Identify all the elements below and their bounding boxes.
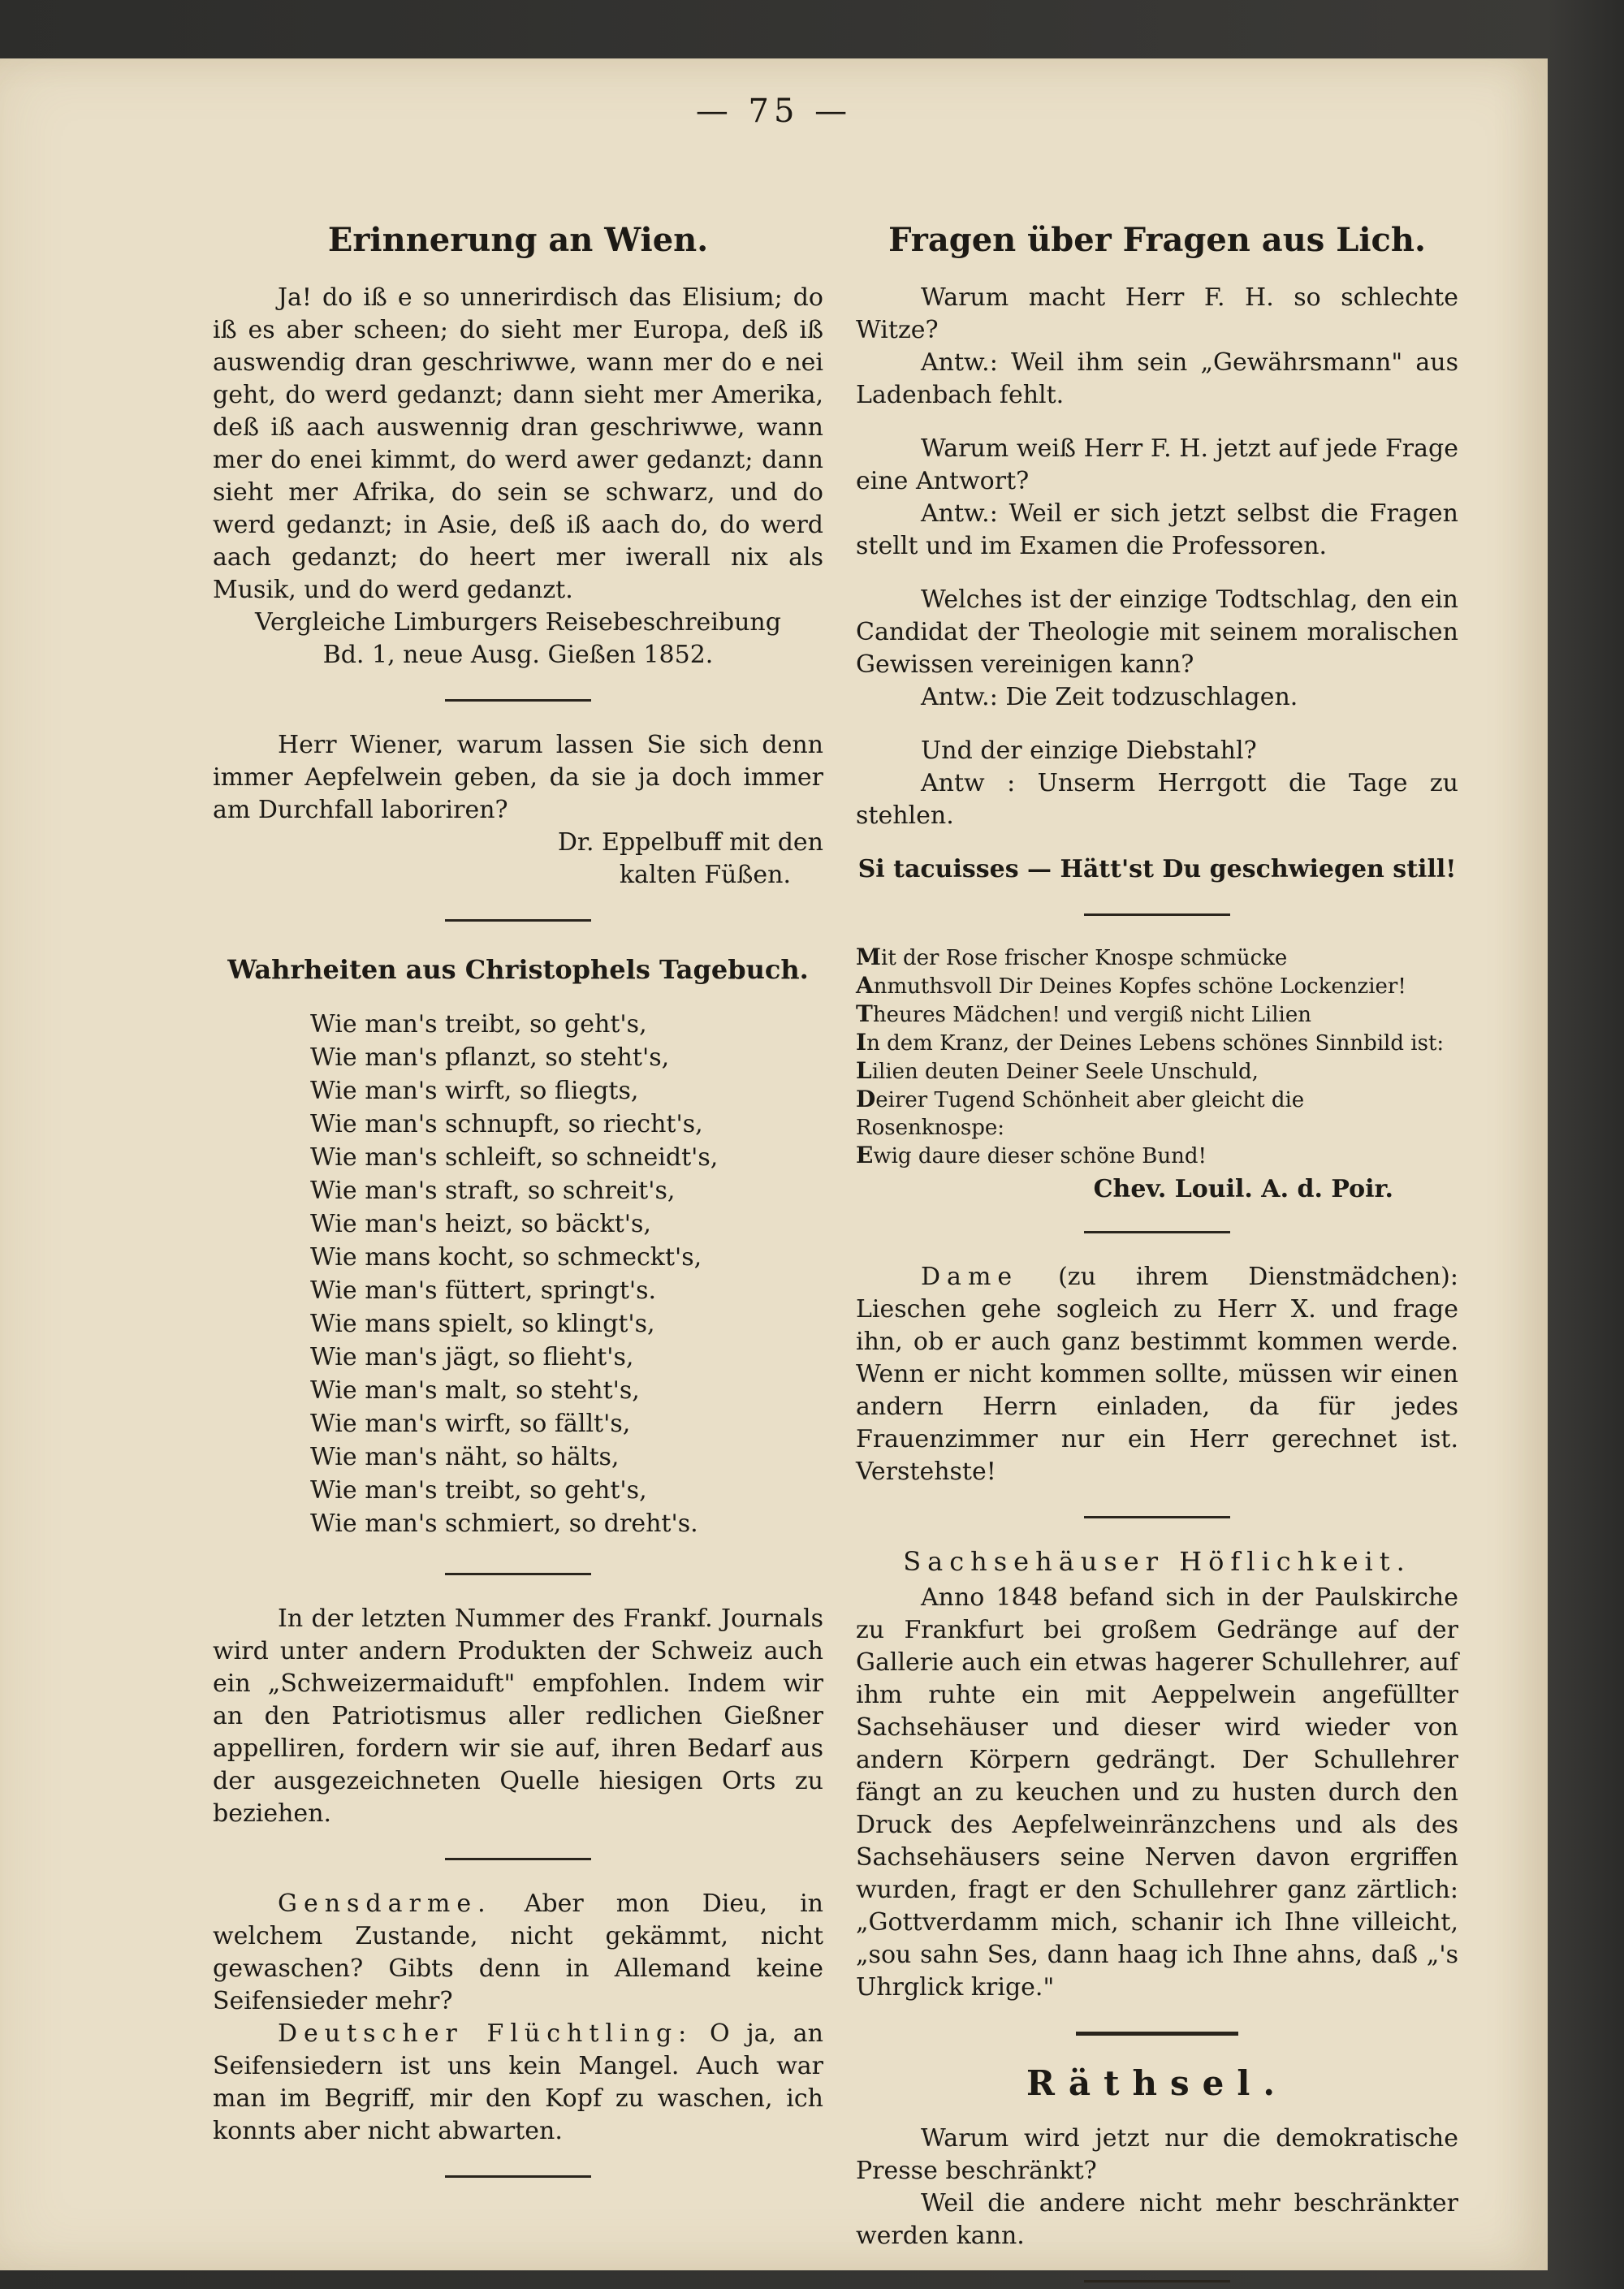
acrostic-text: nmuthsvoll Dir Deines Kopfes schöne Lockenzier! [873, 974, 1406, 999]
fluechtling-line: O ja, an Seifensiedern ist uns kein Mangel. Auch war man im Begriff, mir den Kopf zu waschen, ich konnts aber nicht abwarten. [213, 2019, 823, 2145]
fluechtling-speaker: Deutscher Flüchtling: [278, 2019, 693, 2048]
acrostic-line [856, 1086, 1458, 1142]
left-column [213, 156, 823, 2205]
verse-line: Wie mans spielt, so klingt's, [310, 1310, 655, 1338]
acrostic-poem [856, 944, 1458, 1170]
verse-line: Wie man's wirft, so fliegts, [310, 1077, 639, 1105]
question: Welches ist der einzige Todtschlag, den ein Candidat der Theologie mit seinem moralischen Gewissen vereinigen kann? [856, 585, 1458, 679]
sachsenhausen-title: Sachsehäuser Höflichkeit. [903, 1546, 1411, 1577]
raethsel-answer: Weil die andere nicht mehr beschränkter werden kann. [856, 2189, 1458, 2250]
answer: Antw.: Weil ihm sein „Gewährsmann" aus Ladenbach fehlt. [856, 348, 1458, 409]
section-divider [445, 699, 591, 702]
dame-dialogue [856, 1261, 1458, 1488]
raethsel-question: Warum wird jetzt nur die demokratische Presse beschränkt? [856, 2124, 1458, 2185]
section-divider [1084, 2280, 1230, 2283]
section-divider [445, 1573, 591, 1575]
answer: Antw.: Die Zeit todzuschlagen. [921, 683, 1298, 711]
dame-speaker: Dame [921, 1263, 1019, 1291]
acrostic-text: eirer Tugend Schönheit aber gleicht die Rosenknospe: [856, 1088, 1305, 1140]
acrostic-signature: Chev. Louil. A. d. Poir. [1093, 1175, 1393, 1203]
wahrheiten-verses [213, 1008, 823, 1540]
verse-line: Wie man's pflanzt, so steht's, [310, 1043, 670, 1072]
acrostic-initial: E [856, 1142, 874, 1168]
gensdarme-dialogue [213, 1888, 823, 2018]
erinnerung-source-line2: Bd. 1, neue Ausg. Gießen 1852. [322, 641, 714, 669]
acrostic-initial: M [856, 944, 881, 970]
verse-line: Wie man's jägt, so flieht's, [310, 1343, 634, 1371]
section-divider [1084, 1516, 1230, 1518]
erinnerung-title: Erinnerung an Wien. [327, 221, 709, 259]
verse-line: Wie man's treibt, so geht's, [310, 1476, 647, 1505]
verse-line: Wie man's füttert, springt's. [310, 1276, 657, 1305]
acrostic-line [856, 1000, 1458, 1029]
acrostic-initial: A [856, 972, 874, 999]
acrostic-text: n dem Kranz, der Deines Lebens schönes Sinnbild ist: [866, 1031, 1445, 1056]
sachsenhausen-body: Anno 1848 befand sich in der Paulskirche zu Frankfurt bei großem Gedränge auf der Gallerie auch ein etwas hagerer Schullehrer, auf ihm ruhte ein mit Aeppelwein angefüllter Sachsehäuser und dieser wird wieder von andern Körpern gedrängt. Der Schullehrer fängt an zu keuchen und zu husten durch den Druck des Aepfelweinränzchens und als des Sachsehäusers seine Nerven davon ergriffen wurden, fragt er den Schullehrer ganz zärtlich: „Gottverdamm mich, schanir ich Ihne villeicht, „sou sahn Ses, dann haag ich Ihne ahns, daß „'s Uhrglick krige." [856, 1583, 1458, 2002]
page-number: — 75 — [695, 93, 853, 130]
fluechtling-dialogue [213, 2018, 823, 2148]
wiener-body: Herr Wiener, warum lassen Sie sich denn immer Aepfelwein geben, da sie ja doch immer am Durchfall laboriren? [213, 731, 823, 824]
dame-body: (zu ihrem Dienstmädchen): Lieschen gehe sogleich zu Herr X. und frage ihn, ob er auch ganz bestimmt kommen werde. Wenn er nicht kommen sollte, müssen wir einen andern Herrn einladen, da für jedes Frauenzimmer nur ein Herr gerechnet ist. Verstehste! [856, 1263, 1458, 1486]
erinnerung-body: Ja! do iß e so unnerirdisch das Elisium; do iß es aber scheen; do sieht mer Europa, deß iß auswendig dran geschriwwe, wann mer do e nei geht, do werd gedanzt; dann sieht mer Amerika, deß iß aach auswennig dran geschriwwe, wann mer do enei kimmt, do werd awer gedanzt; dann sieht mer Afrika, do sein se schwarz, und do werd gedanzt; in Asie, deß iß aach do, do werd aach gedanzt; do heert mer iwerall nix als Musik, und do werd gedanzt. [213, 283, 823, 604]
acrostic-initial: T [856, 1000, 873, 1027]
acrostic-line [856, 1057, 1458, 1086]
gensdarme-line: Aber mon Dieu, in welchem Zustande, nicht gekämmt, nicht gewaschen? Gibts denn in Allemand keine Seifensieder mehr? [213, 1890, 823, 2015]
gensdarme-speaker: Gensdarme. [278, 1890, 492, 1918]
acrostic-line [856, 944, 1458, 972]
answer: Antw : Unserm Herrgott die Tage zu stehlen. [856, 769, 1458, 830]
section-divider [445, 1858, 591, 1860]
acrostic-line [856, 972, 1458, 1000]
answer: Antw.: Weil er sich jetzt selbst die Fragen stellt und im Examen die Professoren. [856, 499, 1458, 560]
motto: Si tacuisses — Hätt'st Du geschwiegen still! [857, 855, 1457, 883]
section-divider [1076, 2032, 1238, 2036]
verse-line: Wie man's näht, so hälts, [310, 1443, 620, 1471]
right-column [856, 156, 1458, 2289]
verse-line: Wie man's heizt, so bäckt's, [310, 1210, 651, 1238]
wahrheiten-title: Wahrheiten aus Christophels Tagebuch. [227, 954, 809, 985]
verse-line: Wie man's treibt, so geht's, [310, 1010, 647, 1039]
raethsel-title: Räthsel. [1026, 2063, 1288, 2103]
erinnerung-source-line1: Vergleiche Limburgers Reisebeschreibung [255, 608, 781, 637]
question: Warum macht Herr F. H. so schlechte Witze? [856, 283, 1458, 344]
verse-line: Wie man's straft, so schreit's, [310, 1177, 676, 1205]
fragen-title: Fragen über Fragen aus Lich. [888, 221, 1426, 259]
acrostic-line [856, 1029, 1458, 1057]
wiener-sign-line2: kalten Füßen. [619, 861, 791, 889]
verse-line: Wie man's schnupft, so riecht's, [310, 1110, 703, 1138]
acrostic-text: ilien deuten Deiner Seele Unschuld, [871, 1060, 1259, 1084]
acrostic-initial: L [856, 1057, 872, 1084]
verse-line: Wie mans kocht, so schmeckt's, [310, 1243, 702, 1272]
verse-line: Wie man's malt, so steht's, [310, 1376, 640, 1405]
acrostic-text: wig daure dieser schöne Bund! [873, 1144, 1207, 1168]
acrostic-line [856, 1142, 1458, 1170]
acrostic-text: heures Mädchen! und vergiß nicht Lilien [872, 1003, 1311, 1027]
section-divider [1084, 1231, 1230, 1233]
acrostic-initial: I [856, 1029, 867, 1056]
question: Warum weiß Herr F. H. jetzt auf jede Frage eine Antwort? [856, 434, 1458, 495]
section-divider [445, 919, 591, 922]
verse-line: Wie man's schleift, so schneidt's, [310, 1143, 719, 1172]
journal-body: In der letzten Nummer des Frankf. Journals wird unter andern Produkten der Schweiz auch ein „Schweizermaiduft" empfohlen. Indem wir an den Patriotismus aller redlichen Gießner appelliren, fordern wir sie auf, ihren Bedarf aus der ausgezeichneten Quelle hiesigen Orts zu beziehen. [213, 1604, 823, 1828]
wiener-sign-line1: Dr. Eppelbuff mit den [557, 828, 823, 857]
acrostic-text: it der Rose frischer Knospe schmücke [881, 946, 1288, 970]
acrostic-initial: D [856, 1086, 876, 1112]
newspaper-page [0, 58, 1548, 2270]
verse-line: Wie man's wirft, so fällt's, [310, 1410, 631, 1438]
verse-line: Wie man's schmiert, so dreht's. [310, 1509, 698, 1538]
question: Und der einzige Diebstahl? [921, 736, 1257, 765]
section-divider [445, 2175, 591, 2178]
section-divider [1084, 913, 1230, 916]
